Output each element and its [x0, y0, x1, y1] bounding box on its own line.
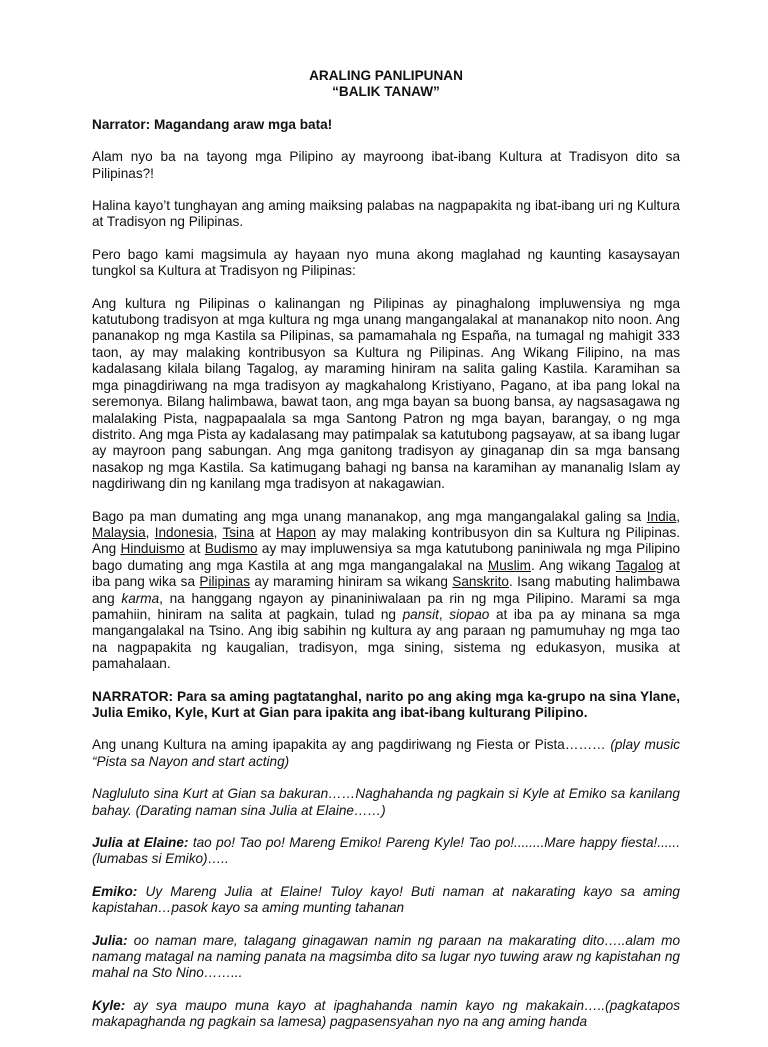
link-budismo[interactable]: Budismo [204, 541, 258, 557]
link-pilipinas[interactable]: Pilipinas [199, 574, 251, 590]
dialogue-text: Uy Mareng Julia at Elaine! Tuloy kayo! Buti naman at nakarating kayo sa aming kapistahan…pasok kayo sa aming munting tahanan [92, 883, 680, 916]
speaker-name: Julia at Elaine: [92, 835, 189, 851]
narrator-greeting: Narrator: Magandang araw mga bata! [92, 116, 333, 132]
dialogue-text: oo naman mare, talagang ginagawan namin ng paraan na makarating dito…..alam mo namang matagal na naming panata na magsimba dito sa lugar nyo tuwing araw ng kapistahan ng mahal na Sto Nino……... [92, 932, 680, 981]
speaker-name: Kyle: [92, 997, 126, 1013]
link-muslim[interactable]: Muslim [487, 557, 531, 573]
link-india[interactable]: India [646, 508, 677, 524]
narrator-announcement: NARRATOR: Para sa aming pagtatanghal, narito po ang aking mga ka-grupo na sina Ylane, Julia Emiko, Kyle, Kurt at Gian para ipakita ang ibat-ibang kulturang Pilipino. [92, 688, 680, 720]
dialogue-text: tao po! Tao po! Mareng Emiko! Pareng Kyle! Tao po!........Mare happy fiesta!......(lumabas si Emiko)….. [92, 835, 680, 867]
history-paragraph-2 [92, 509, 680, 673]
intro-paragraph-3: Pero bago kami magsimula ay hayaan nyo muna akong maglahad ng kaunting kasaysayan tungkol sa Kultura at Tradisyon ng Pilipinas: [92, 246, 680, 279]
music-cue: (play music “Pista sa Nayon and start acting) [92, 737, 681, 769]
dialogue-line [92, 933, 680, 982]
link-sanskrito[interactable]: Sanskrito [452, 574, 509, 590]
document-subtitle: “BALIK TANAW” [332, 84, 440, 100]
text-run: , na hanggang ngayon ay pinaniniwalaan pa rin ng mga Pilipino. Marami sa mga pamahiin, hiniram na salita at pagkain, tulad ng [92, 590, 680, 622]
stage-direction: Nagluluto sina Kurt at Gian sa bakuran……Naghahanda ng pagkain si Kyle at Emiko sa kanilang bahay. (Darating naman sina Julia at Elaine……) [92, 786, 680, 818]
link-hapon[interactable]: Hapon [276, 524, 317, 540]
intro-paragraph-1: Alam nyo ba na tayong mga Pilipino ay mayroong ibat-ibang Kultura at Tradisyon dito sa Pilipinas?! [92, 149, 680, 181]
term-karma: karma [121, 590, 160, 606]
link-tagalog[interactable]: Tagalog [615, 557, 664, 573]
term-siopao: siopao [449, 606, 490, 622]
speaker-name: Julia: [92, 932, 128, 948]
text-run: , [676, 508, 680, 524]
dialogue-line [92, 884, 680, 917]
fiesta-intro-text: Ang unang Kultura na aming ipapakita ay ang pagdiriwang ng Fiesta or Pista……… [92, 737, 606, 753]
text-run: at [254, 524, 277, 540]
speaker-name: Emiko: [92, 883, 138, 899]
title-block [92, 68, 680, 101]
text-run: ay may malaking kontribusyon din sa Kultura ng Pilipinas. Ang [92, 524, 681, 557]
text-run: at iba pa ay minana sa mga mangangalakal na Tsino. Ang ibig sabihin ng kultura ay ang paraan ng pamumuhay ng mga tao na nagpapakita ng kaugalian, tradisyon, mga sining, sistema ng edukasyon, musika at pamahalaan. [92, 606, 680, 672]
text-run: Bago pa man dumating ang mga unang mananakop, ang mga mangangalakal galing sa [92, 508, 647, 524]
text-run: . Isang mabuting halimbawa ang [92, 574, 680, 606]
document-title: ARALING PANLIPUNAN [309, 68, 463, 83]
text-run: , [145, 524, 155, 540]
fiesta-intro [92, 737, 680, 770]
document-page [92, 68, 680, 1047]
intro-paragraph-2: Halina kayo’t tunghayan ang aming maiksing palabas na nagpapakita ng ibat-ibang uri ng Kultura at Tradisyon ng Pilipinas. [92, 198, 680, 230]
dialogue-text: ay sya maupo muna kayo at ipaghahanda namin kayo ng makakain…..(pagkatapos makapaghanda ng pagkain sa lamesa) pagpasensyahan nyo na ang aming handa [92, 997, 680, 1030]
dialogue-line [92, 998, 680, 1031]
text-run: . Ang wikang [530, 557, 616, 573]
history-paragraph-1: Ang kultura ng Pilipinas o kalinangan ng Pilipinas ay pinaghalong impluwensiya ng mga katutubong tradisyon at mga kultura ng mga unang mangangalakal at mananakop nito noon. Ang pananakop ng mga Kastila sa Pilipinas, sa pamamahala ng España, na tumagal ng mahigit 333 taon, ay may malaking kontribusyon sa Kultura ng Pilipinas. Ang Wikang Filipino, na mas kadalasang kilala bilang Tagalog, ay maraming hiniram na salita galing Kastila. Karamihan sa mga pinagdiriwang na mga tradisyon ay magkahalong Kristiyano, Pagano, at iba pang lokal na seremonya. Bilang halimbawa, bawat taon, ang mga bayan sa buong bansa, ay nagsasagawa ng malalaking Pista, nagpapaalala sa mga Santong Patron ng mga bayan, barangay, o ng mga distrito. Ang mga Pista ay kadalasang may patimpalak sa katutubong pagsayaw, at sa ibang lugar ay mayroon pang sabungan. Ang mga ganitong tradisyon ay ginaganap din sa mga bansang nasakop ng mga Kastila. Sa katimugang bahagi ng bansa na karamihan ay mananalig Islam ay nagdiriwang din ng kanilang mga tradisyon at nakagawian. [92, 295, 680, 492]
link-tsina[interactable]: Tsina [222, 524, 255, 540]
term-pansit: pansit [402, 606, 439, 622]
text-run: ay maraming hiniram sa wikang [250, 574, 453, 590]
link-malaysia[interactable]: Malaysia [92, 524, 146, 540]
text-run: at [184, 541, 205, 557]
dialogue-line [92, 835, 680, 868]
text-run: , [213, 524, 223, 540]
text-run: , [438, 606, 450, 622]
text-run: ay may impluwensiya sa mga katutubong paniniwala ng mga Pilipino bago dumating ang mga Kastila at ang mga mangangalakal na [92, 541, 681, 573]
link-indonesia[interactable]: Indonesia [154, 524, 214, 540]
link-hinduismo[interactable]: Hinduismo [120, 541, 185, 557]
text-run: at iba pang wika sa [92, 557, 680, 590]
